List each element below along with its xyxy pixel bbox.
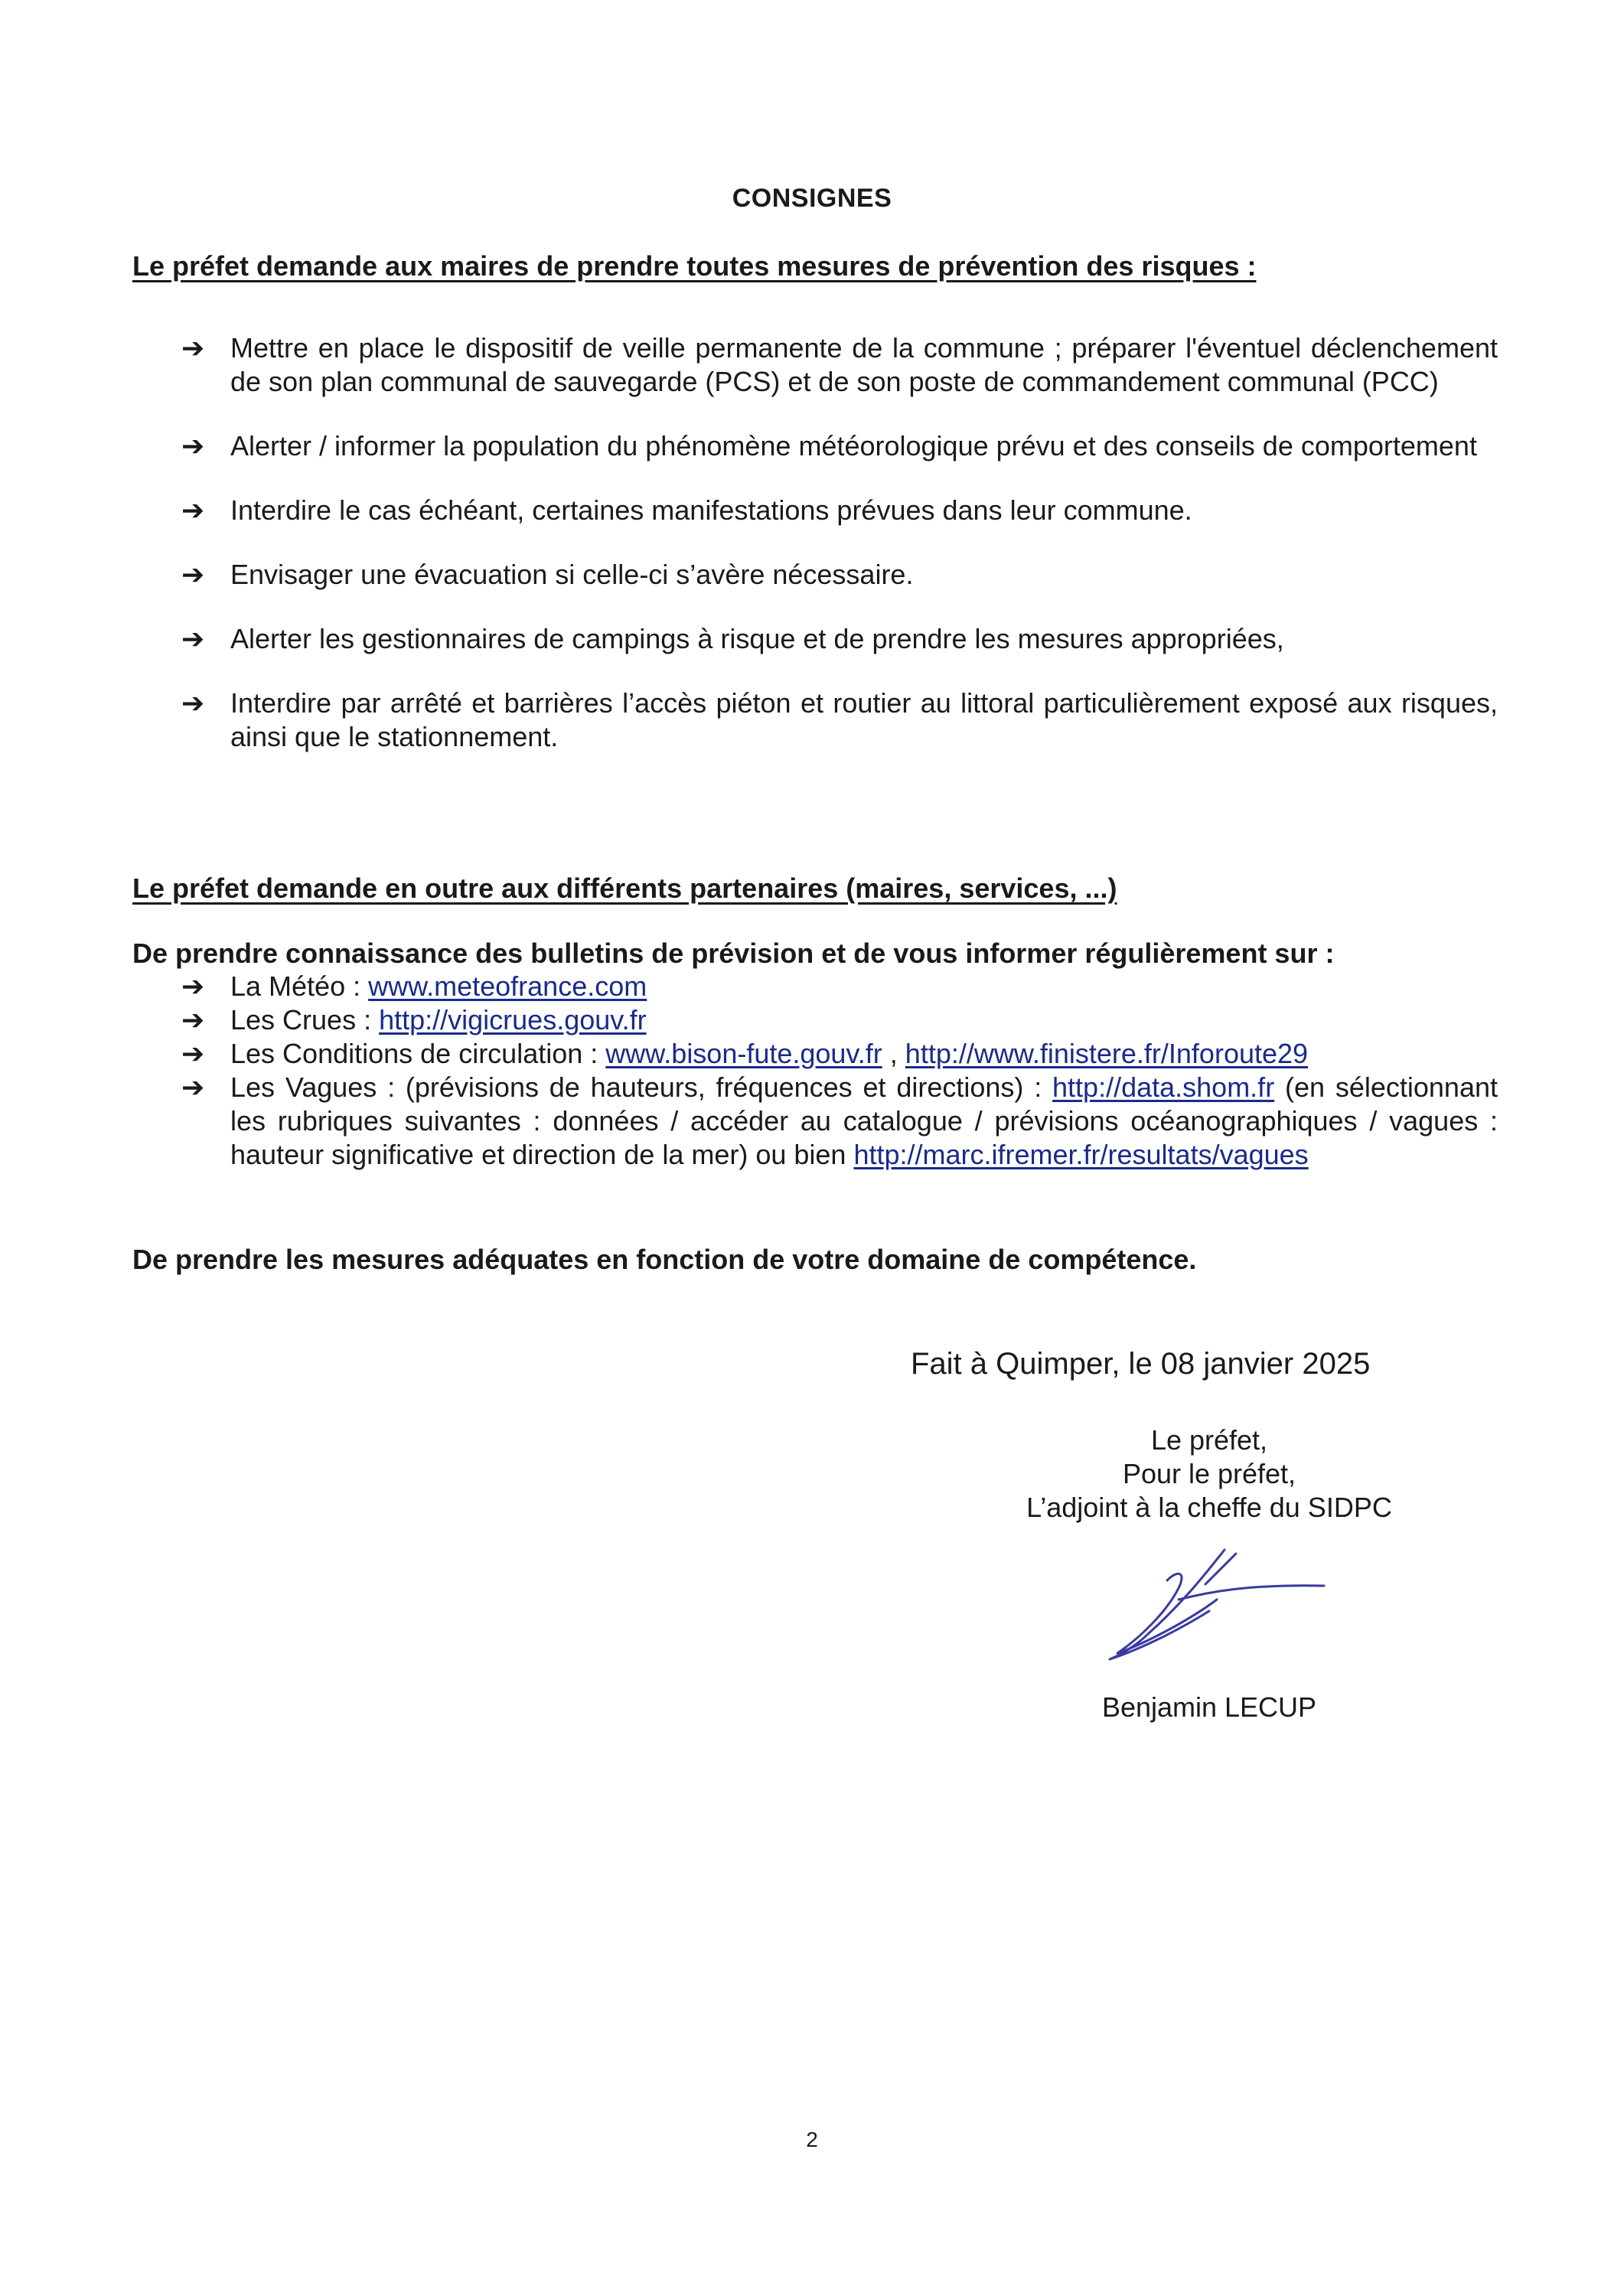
vagues-label: Les Vagues : (prévisions de hauteurs, fréquences et directions) : <box>230 1071 1053 1103</box>
list-item-text: Envisager une évacuation si celle-ci s’avère nécessaire. <box>230 559 914 590</box>
crues-label: Les Crues : <box>230 1004 380 1035</box>
arrow-right-icon: ➔ <box>181 687 205 719</box>
section2-closing: De prendre les mesures adéquates en fonction de votre domaine de compétence. <box>132 1244 1197 1275</box>
arrow-right-icon: ➔ <box>181 970 205 1002</box>
bison-fute-link[interactable]: www.bison-fute.gouv.fr <box>605 1038 882 1069</box>
list-item-text: Interdire par arrêté et barrières l’accès piéton et routier au littoral particulièrement exposé aux risques, ainsi que le stationnement. <box>230 687 1498 752</box>
arrow-right-icon: ➔ <box>181 494 205 526</box>
arrow-right-icon: ➔ <box>181 1071 205 1103</box>
meteofrance-link[interactable]: www.meteofrance.com <box>368 970 647 1002</box>
section1-heading: Le préfet demande aux maires de prendre toutes mesures de prévention des risques : <box>132 250 1257 282</box>
list-item <box>181 494 1498 527</box>
arrow-right-icon: ➔ <box>181 1004 205 1035</box>
page-title: CONSIGNES <box>732 184 892 213</box>
circulation-label: Les Conditions de circulation : <box>230 1038 606 1069</box>
list-item <box>181 687 1498 754</box>
section2-heading: Le préfet demande en outre aux différents partenaires (maires, services, ...) <box>132 872 1117 904</box>
page-number: 2 <box>806 2128 818 2151</box>
signatory-block <box>987 1424 1431 1525</box>
arrow-right-icon: ➔ <box>181 332 205 364</box>
signatory-line: Pour le préfet, <box>1122 1458 1296 1489</box>
arrow-right-icon: ➔ <box>181 430 205 461</box>
ifremer-link[interactable]: http://marc.ifremer.fr/resultats/vagues <box>853 1139 1309 1170</box>
list-item <box>181 429 1498 463</box>
arrow-right-icon: ➔ <box>181 623 205 654</box>
list-item-vagues <box>181 1071 1498 1172</box>
arrow-right-icon: ➔ <box>181 559 205 590</box>
inforoute29-link[interactable]: http://www.finistere.fr/Inforoute29 <box>905 1038 1309 1069</box>
place-date: Fait à Quimper, le 08 janvier 2025 <box>911 1347 1371 1381</box>
vigicrues-link[interactable]: http://vigicrues.gouv.fr <box>379 1004 647 1035</box>
vagues-text: (en sélectionnant les rubriques suivantes : données / accéder au catalogue / prévisions océanographiques / vagues : hauteur significative et direction de la mer) ou bien <box>230 1071 1498 1170</box>
list-item-text: Mettre en place le dispositif de veille permanente de la commune ; préparer l'éventuel déclenchement de son plan communal de sauvegarde (PCS) et de son poste de commandement communal (PCC) <box>230 332 1498 397</box>
list-item-circulation <box>181 1037 1498 1071</box>
list-item-text: Alerter les gestionnaires de campings à risque et de prendre les mesures appropriées, <box>230 623 1284 654</box>
meteo-label: La Météo : <box>230 970 369 1002</box>
handwritten-signature <box>1094 1538 1339 1668</box>
list-item-meteo <box>181 970 1498 1003</box>
arrow-right-icon: ➔ <box>181 1038 205 1069</box>
signatory-line: L’adjoint à la cheffe du SIDPC <box>1026 1492 1392 1523</box>
instructions-list <box>181 331 1498 784</box>
list-item-text: Alerter / informer la population du phénomène météorologique prévu et des conseils de comportement <box>230 430 1477 461</box>
resources-list <box>181 970 1498 1172</box>
list-item-text: Interdire le cas échéant, certaines manifestations prévues dans leur commune. <box>230 494 1192 526</box>
signatory-line: Le préfet, <box>1150 1424 1268 1456</box>
link-separator: , <box>882 1038 905 1069</box>
list-item-crues <box>181 1003 1498 1037</box>
data-shom-link[interactable]: http://data.shom.fr <box>1052 1071 1275 1103</box>
signatory-name: Benjamin LECUP <box>1101 1691 1317 1723</box>
list-item <box>181 558 1498 592</box>
list-item <box>181 331 1498 399</box>
list-item <box>181 622 1498 656</box>
section2-intro: De prendre connaissance des bulletins de prévision et de vous informer régulièrement sur : <box>132 938 1335 969</box>
